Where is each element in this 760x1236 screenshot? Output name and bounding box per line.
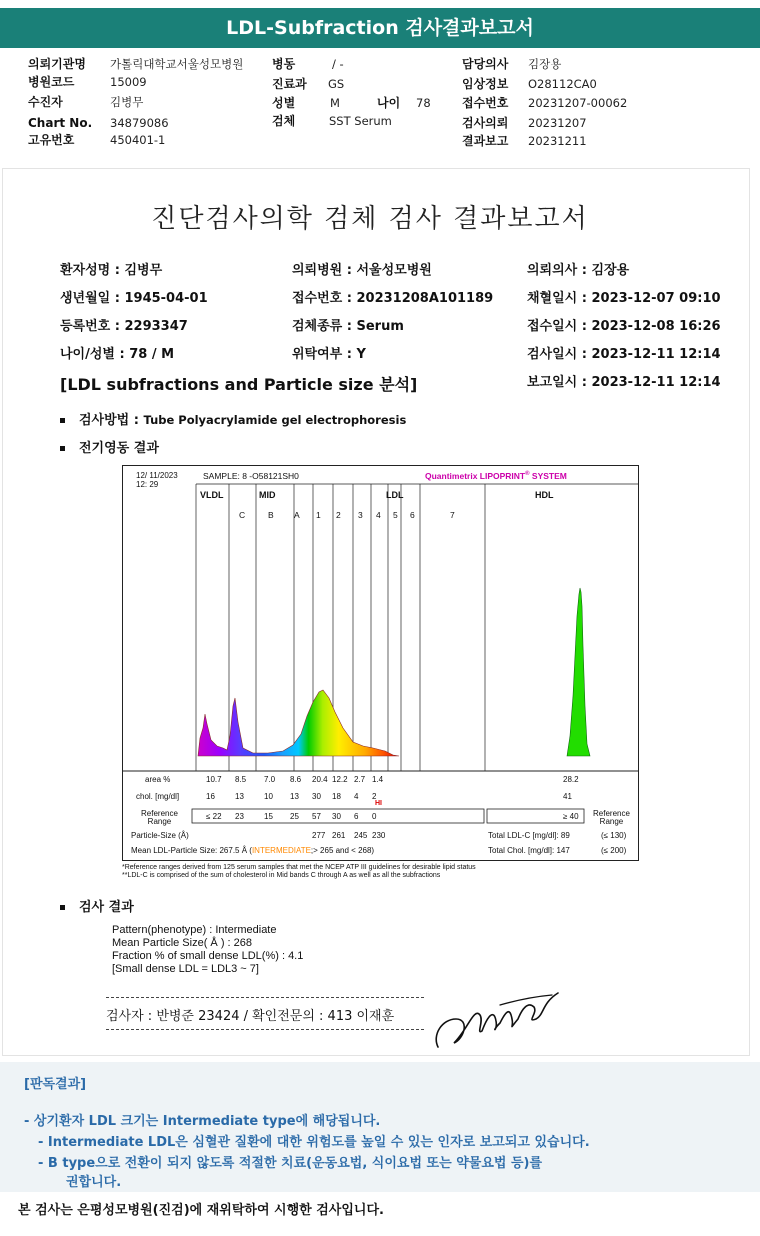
code-value: 15009 xyxy=(110,75,147,89)
footnote-line1: *Reference ranges derived from 125 serum samples that met the NCEP ATP III guidelines for desirable lipid status xyxy=(122,864,476,871)
outsourcing-note: 본 검사는 은평성모병원(진검)에 재위탁하여 시행한 검사입니다. xyxy=(18,1203,384,1218)
reference-value: 30 xyxy=(332,812,341,821)
test-time: 검사일시 : 2023-12-11 12:14 xyxy=(527,347,721,362)
sex-label: 성별 xyxy=(272,96,296,110)
band-label: 7 xyxy=(450,510,455,520)
interpretation-line-1: - 상기환자 LDL 크기는 Intermediate type에 해당됩니다. xyxy=(24,1114,381,1129)
area-percent-value: 20.4 xyxy=(312,775,328,784)
area-percent-value: 7.0 xyxy=(264,775,276,784)
ward-label: 병동 xyxy=(272,57,296,71)
mean-particle-label: Mean LDL-Particle Size: 267.5 Å ( xyxy=(131,846,252,855)
small-dense-fraction: Fraction % of small dense LDL(%) : 4.1 xyxy=(112,950,304,962)
chart-footnote xyxy=(122,864,476,880)
mid-label: MID xyxy=(259,490,276,500)
system-name xyxy=(425,471,567,481)
reference-value: 15 xyxy=(264,812,273,821)
age-sex: 나이/성별 : 78 / M xyxy=(60,347,175,362)
reference-value: 0 xyxy=(372,812,377,821)
area-percent-value-hdl: 28.2 xyxy=(563,775,579,784)
bullet-dot xyxy=(60,418,65,423)
doctor-label: 담당의사 xyxy=(462,57,509,71)
report-date-value: 20231211 xyxy=(528,134,587,148)
chart-time: 12: 29 xyxy=(136,480,159,489)
band-label: 4 xyxy=(376,510,381,520)
area-percent-value: 12.2 xyxy=(332,775,348,784)
cholesterol-value-hdl: 41 xyxy=(563,792,572,801)
method-value: Tube Polyacrylamide gel electrophoresis xyxy=(143,413,407,427)
result-label: 검사 결과 xyxy=(79,900,134,915)
chart-sample: SAMPLE: 8 -O58121SH0 xyxy=(203,471,299,481)
band-label: 6 xyxy=(410,510,415,520)
mean-size-result: Mean Particle Size( Å ) : 268 xyxy=(112,937,253,949)
particle-size-value: 261 xyxy=(332,831,346,840)
electrophoresis-bullet xyxy=(60,437,159,456)
mean-particle-category: INTERMEDIATE xyxy=(251,846,311,855)
total-ldl-ref: (≤ 130) xyxy=(601,831,627,840)
area-percent-value: 8.5 xyxy=(235,775,247,784)
specimen-value: SST Serum xyxy=(329,114,392,128)
specimen-label: 검체 xyxy=(272,114,296,128)
reference-value: 25 xyxy=(290,812,299,821)
reference-value: 23 xyxy=(235,812,244,821)
specimen-type: 검체종류 : Serum xyxy=(292,319,404,334)
vldl-label: VLDL xyxy=(200,490,224,500)
request-date-label: 검사의뢰 xyxy=(462,116,509,130)
total-ldl-c: Total LDL-C [mg/dl]: 89 xyxy=(488,831,570,840)
receipt-label: 접수번호 xyxy=(462,96,509,110)
cholesterol-value: 13 xyxy=(235,792,244,801)
hdl-label: HDL xyxy=(535,490,554,500)
ref-label-line1: Reference xyxy=(141,809,178,818)
reference-value: 6 xyxy=(354,812,359,821)
cholesterol-value: 16 xyxy=(206,792,215,801)
small-dense-note: [Small dense LDL = LDL3 ~ 7] xyxy=(112,963,259,975)
area-percent-value: 8.6 xyxy=(290,775,302,784)
unique-no-value: 450401-1 xyxy=(110,133,166,147)
cholesterol-value: 30 xyxy=(312,792,321,801)
system-registered-mark: ® xyxy=(525,471,530,478)
particle-size-value: 277 xyxy=(312,831,326,840)
doctor-value: 김장용 xyxy=(528,57,562,71)
hospital-value: 가톨릭대학교서울성모병원 xyxy=(110,57,244,71)
interpretation-line-4: 권합니다. xyxy=(66,1175,122,1190)
requesting-doctor: 의뢰의사 : 김장용 xyxy=(527,263,630,278)
registration-number: 등록번호 : 2293347 xyxy=(60,319,188,334)
band-label: A xyxy=(294,510,300,520)
particle-size-value: 245 xyxy=(354,831,368,840)
area-percent-value: 10.7 xyxy=(206,775,222,784)
method-bullet xyxy=(60,409,406,428)
unique-no-label: 고유번호 xyxy=(28,133,75,147)
particle-size-value: 230 xyxy=(372,831,386,840)
sex-value: M xyxy=(330,96,340,110)
interpretation-line-3: - B type으로 전환이 되지 않도록 적절한 치료(운동요법, 식이요법 또는 약물요법 등)를 xyxy=(38,1156,543,1171)
ref-row-label xyxy=(141,810,178,826)
band-label: B xyxy=(268,510,274,520)
system-brand: Quantimetrix LIPOPRINT xyxy=(425,471,526,481)
pattern-result: Pattern(phenotype) : Intermediate xyxy=(112,924,277,936)
high-flag: HI xyxy=(375,800,382,807)
band-label: 3 xyxy=(358,510,363,520)
cholesterol-value: 4 xyxy=(354,792,359,801)
signature-bottom-rule xyxy=(106,1029,424,1030)
system-suffix: SYSTEM xyxy=(529,471,567,481)
band-label: 2 xyxy=(336,510,341,520)
ref-label-right-line2: Range xyxy=(599,817,624,826)
dept-value: GS xyxy=(328,77,345,91)
cholesterol-value: 10 xyxy=(264,792,273,801)
chol-row-label: chol. [mg/dl] xyxy=(136,792,180,801)
patient-label: 수진자 xyxy=(28,95,63,109)
ref-row-label-right xyxy=(593,810,630,826)
ward-value: / - xyxy=(332,57,344,71)
area-percent-value: 2.7 xyxy=(354,775,366,784)
bullet-dot xyxy=(60,446,65,451)
request-date-value: 20231207 xyxy=(528,116,587,130)
report-date-label: 결과보고 xyxy=(462,134,509,148)
report-time: 보고일시 : 2023-12-11 12:14 xyxy=(527,375,721,390)
clinical-label: 임상정보 xyxy=(462,77,509,91)
method-label: 검사방법 : xyxy=(79,413,144,428)
report-title-bar: LDL-Subfraction 검사결과보고서 xyxy=(0,8,760,48)
examiner-info: 검사자 : 반병준 23424 / 확인전문의 : 413 이재훈 xyxy=(106,1009,395,1024)
reference-value-hdl: ≥ 40 xyxy=(563,812,579,821)
result-bullet xyxy=(60,896,134,915)
area-row-label: area % xyxy=(145,775,171,784)
ref-label-line2: Range xyxy=(147,817,172,826)
total-chol: Total Chol. [mg/dl]: 147 xyxy=(488,846,570,855)
clinical-value: O28112CA0 xyxy=(528,77,597,91)
cholesterol-value: 13 xyxy=(290,792,299,801)
chart-no-label: Chart No. xyxy=(28,116,93,130)
particle-size-label: Particle-Size (Å) xyxy=(131,831,189,840)
reference-value: 57 xyxy=(312,812,321,821)
signature-top-rule xyxy=(106,997,424,998)
chart-no-value: 34879086 xyxy=(110,116,169,130)
electrophoresis-chart xyxy=(122,465,639,861)
mean-particle-range: ;> 265 and < 268) xyxy=(310,846,375,855)
receive-time: 접수일시 : 2023-12-08 16:26 xyxy=(527,319,721,334)
patient-name: 환자성명 : 김병무 xyxy=(60,263,163,278)
chart-date: 12/ 11/2023 xyxy=(136,471,178,480)
electrophoresis-label: 전기영동 결과 xyxy=(79,441,159,456)
hdl-peak-curve xyxy=(567,588,590,756)
handwritten-signature xyxy=(430,985,570,1057)
bullet-dot xyxy=(60,905,65,910)
area-percent-value: 1.4 xyxy=(372,775,384,784)
band-label: C xyxy=(239,510,246,520)
birth-date: 생년월일 : 1945-04-01 xyxy=(60,291,208,306)
cholesterol-value: 18 xyxy=(332,792,341,801)
interpretation-title: [판독결과] xyxy=(24,1077,87,1092)
footnote-line2: **LDL-C is comprised of the sum of cholesterol in Mid bands C through A as well as all the subfractions xyxy=(122,872,441,879)
band-label: 1 xyxy=(316,510,321,520)
band-label: 5 xyxy=(393,510,398,520)
report-heading: 진단검사의학 검체 검사 결과보고서 xyxy=(151,204,589,234)
ref-label-right-line1: Reference xyxy=(593,809,630,818)
reference-value: ≤ 22 xyxy=(206,812,222,821)
code-label: 병원코드 xyxy=(28,75,75,89)
receipt-value: 20231207-00062 xyxy=(528,96,628,110)
lipoprotein-peak-curve xyxy=(198,690,399,756)
collection-time: 채혈일시 : 2023-12-07 09:10 xyxy=(527,291,721,306)
patient-value: 김병무 xyxy=(110,95,144,109)
cholesterol-value: 2 xyxy=(372,792,377,801)
ldl-label: LDL xyxy=(386,490,404,500)
age-label: 나이 xyxy=(377,96,401,110)
age-value: 78 xyxy=(416,96,431,110)
interpretation-line-2: - Intermediate LDL은 심혈관 질환에 대한 위험도를 높일 수 있는 인자로 보고되고 있습니다. xyxy=(38,1135,590,1150)
analysis-section-title: [LDL subfractions and Particle size 분석] xyxy=(60,375,418,394)
hospital-label: 의뢰기관명 xyxy=(28,57,86,71)
requesting-hospital: 의뢰병원 : 서울성모병원 xyxy=(292,263,432,278)
dept-label: 진료과 xyxy=(272,77,307,91)
mean-particle-size xyxy=(131,846,374,855)
receipt-number: 접수번호 : 20231208A101189 xyxy=(292,291,494,306)
total-chol-ref: (≤ 200) xyxy=(601,846,627,855)
outsourced-flag: 위탁여부 : Y xyxy=(292,347,366,362)
